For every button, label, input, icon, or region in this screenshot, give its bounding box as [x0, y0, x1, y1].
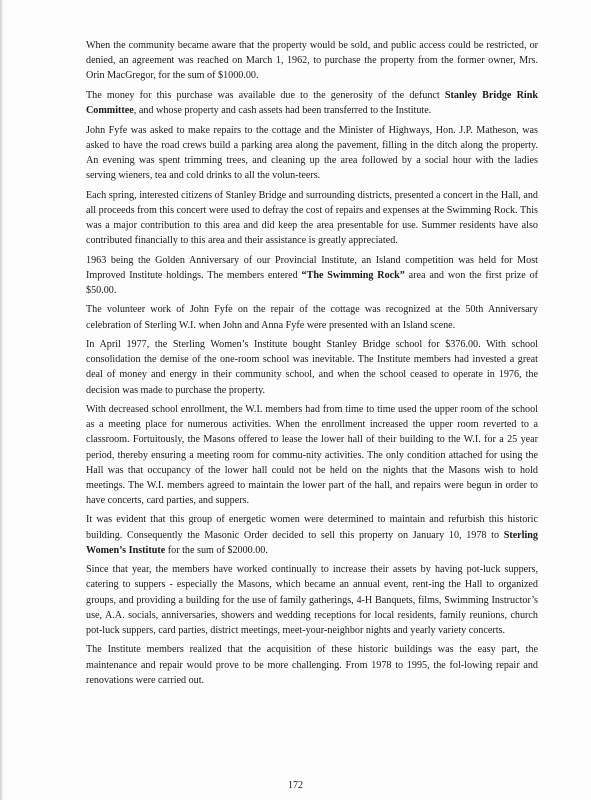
bold-text: Stanley Bridge Rink Committee	[86, 89, 538, 116]
page-edge-shadow	[0, 0, 3, 800]
text-run: The volunteer work of John Fyfe on the repair of the cottage was recognized at the 50th Anniversary celebration of Sterling W.I. when John and Anna Fyfe were presented with an Island scene.	[86, 304, 538, 331]
bold-text: “The Swimming Rock”	[301, 269, 405, 281]
paragraph	[86, 253, 538, 298]
text-run: It was evident that this group of energetic women were determined to maintain and refurbish this historic building. Consequently the Masonic Order decided to sell this property on January 10, 1978 to	[86, 514, 538, 541]
text-run: area and won the first prize of $50.00.	[86, 269, 538, 296]
text-run: The Institute members realized that the acquisition of these historic buildings was the easy part, the maintenance and repair would prove to be more challenging. From 1978 to 1995, the fol-lowing repair and renovations were carried out.	[86, 644, 538, 686]
text-run: With decreased school enrollment, the W.I. members had from time to time used the upper room of the school as a meeting place for numerous activities. When the enrollment increased the upper room reverted to a classroom. Fortuitously, the Masons offered to lease the lower hall of their building to the W.I. for a 25 year period, thereby ensuring a meeting room for commu-nity activities. The only condition attached for using the Hall was that occupancy of the lower hall could not be held on the nights that the Masons wish to hold meetings. The W.I. members agreed to maintain the lower part of the hall, and repairs were begun in order to have concerts, card parties, and suppers.	[86, 404, 538, 506]
text-run: In April 1977, the Sterling Women’s Institute bought Stanley Bridge school for $376.00. With school consolidation the demise of the one-room school was inevitable. The Institute members had invested a great deal of money and energy in their community school, and when the school ceased to operate in 1976, the decision was made to purchase the property.	[86, 339, 538, 396]
text-run: for the sum of $2000.00.	[165, 544, 268, 556]
paragraph	[86, 512, 538, 557]
paragraph	[86, 642, 538, 687]
paragraph	[86, 562, 538, 637]
text-run: John Fyfe was asked to make repairs to the cottage and the Minister of Highways, Hon. J.P. Matheson, was asked to have the road crews build a parking area along the pavement, filling in the ditch along the property. An evening was spent trimming trees, and cleaning up the area followed by a social hour with the ladies serving wieners, tea and cold drinks to all the volun-teers.	[86, 124, 538, 181]
paragraph	[86, 402, 538, 508]
paragraph	[86, 302, 538, 332]
text-run: When the community became aware that the property would be sold, and public access could be restricted, or denied, an agreement was reached on March 1, 1962, to purchase the property from the former owner, Mrs. Orin MacGregor, for the sum of $1000.00.	[86, 40, 538, 82]
text-run: , and whose property and cash assets had been transferred to the Institute.	[133, 104, 432, 116]
text-run: Since that year, the members have worked continually to increase their assets by having pot-luck suppers, catering to suppers - especially the Masons, which became an annual event, rent-ing the Hall to organized groups, and providing a building for the use of family gatherings, 4-H Banquets, films, Swimming Instructor’s use, A.A. socials, anniversaries, showers and wedding receptions for local residents, family reunions, church pot-luck suppers, card parties, district meetings, meet-your-neighbor nights and yearly variety concerts.	[86, 564, 538, 636]
bold-text: Sterling Women’s Institute	[86, 529, 538, 556]
paragraph	[86, 38, 538, 83]
paragraph	[86, 88, 538, 118]
paragraph	[86, 123, 538, 183]
paragraph	[86, 337, 538, 397]
text-run: The money for this purchase was available due to the generosity of the defunct	[86, 89, 445, 101]
page-body-text	[86, 38, 538, 692]
page-number: 172	[288, 780, 303, 791]
text-run: Each spring, interested citizens of Stanley Bridge and surrounding districts, presented a concert in the Hall, and all proceeds from this concert were used to defray the cost of repairs and expenses at the Swimming Rock. This was a major contribution to this area and did keep the area presentable for use. Summer residents have also contributed financially to this area and their assistance is greatly appreciated.	[86, 189, 538, 246]
text-run: 1963 being the Golden Anniversary of our Provincial Institute, an Island competition was held for Most Improved Institute holdings. The members entered	[86, 254, 538, 281]
paragraph	[86, 188, 538, 248]
